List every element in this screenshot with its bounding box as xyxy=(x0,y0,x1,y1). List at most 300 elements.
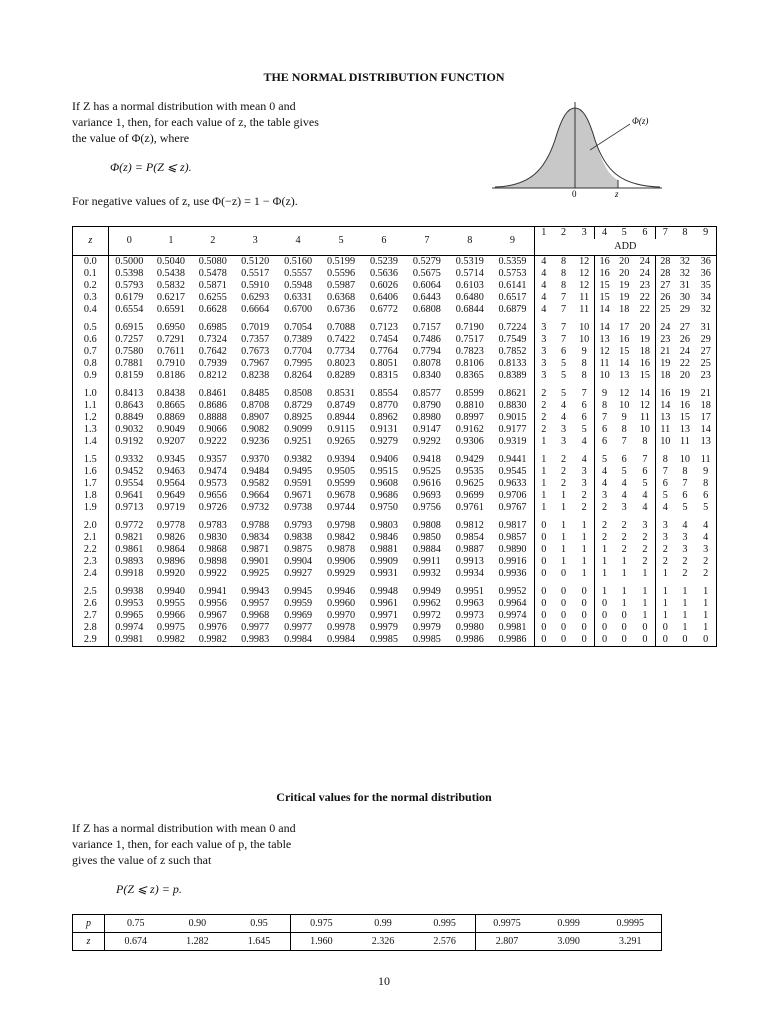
phi-value-cell: 0.7642 xyxy=(198,346,227,357)
add-value-cell: 1 xyxy=(602,544,608,555)
add-value-cell: 0 xyxy=(674,634,695,647)
phi-value-cell: 0.7257 xyxy=(115,334,144,345)
add-value-cell: 19 xyxy=(619,292,630,303)
table-row xyxy=(73,280,717,292)
phi-value-cell: 0.7088 xyxy=(327,322,356,333)
add-value-cell: 1 xyxy=(662,586,668,597)
add-column-header: 5 xyxy=(614,227,635,240)
phi-value-cell: 0.9236 xyxy=(241,436,270,447)
add-value-cell: 7 xyxy=(662,466,668,477)
phi-value-cell: 0.8980 xyxy=(412,412,441,423)
phi-value-cell: 0.6293 xyxy=(241,292,270,303)
p-row xyxy=(73,915,662,933)
phi-value-cell: 0.9515 xyxy=(369,466,398,477)
add-value-cell: 0 xyxy=(553,634,574,647)
add-value-cell: 5 xyxy=(695,502,716,514)
phi-value-cell: 0.9977 xyxy=(241,622,270,633)
phi-value-cell: 0.8944 xyxy=(327,412,356,423)
phi-value-cell: 0.9901 xyxy=(241,556,270,567)
phi-value-cell: 0.8830 xyxy=(491,400,534,412)
add-value-cell: 7 xyxy=(602,412,608,423)
z-value-cell: 3.291 xyxy=(600,933,662,951)
phi-value-cell: 0.6985 xyxy=(198,322,227,333)
phi-value-cell: 0.9370 xyxy=(241,454,270,465)
phi-value-cell: 0.7517 xyxy=(455,334,484,345)
phi-value-cell: 0.9960 xyxy=(327,598,356,609)
add-value-cell: 1 xyxy=(560,520,567,531)
table-row xyxy=(73,622,717,634)
phi-value-cell: 0.9573 xyxy=(198,478,227,489)
phi-value-cell: 0.7019 xyxy=(241,322,270,333)
phi-value-cell: 0.9732 xyxy=(241,502,270,513)
add-value-cell: 2 xyxy=(541,388,547,399)
add-value-cell: 4 xyxy=(621,478,627,489)
add-value-cell: 27 xyxy=(660,280,671,291)
add-value-cell: 6 xyxy=(621,454,627,465)
z-value-cell: 2.6 xyxy=(73,598,109,610)
z-value-cell: 2.9 xyxy=(73,634,109,647)
phi-value-cell: 0.7454 xyxy=(369,334,398,345)
phi-value-cell: 0.8869 xyxy=(156,412,185,423)
add-value-cell: 6 xyxy=(574,412,595,424)
z-value-cell: 2.0 xyxy=(73,520,109,532)
phi-value-cell: 0.9706 xyxy=(491,490,534,502)
add-value-cell: 2 xyxy=(541,400,547,411)
phi-value-cell: 0.6772 xyxy=(369,304,398,315)
phi-value-cell: 0.9830 xyxy=(198,532,227,543)
intro-text xyxy=(72,98,392,146)
add-value-cell: 1 xyxy=(574,556,595,568)
phi-value-cell: 0.6480 xyxy=(455,292,484,303)
table-row xyxy=(73,544,717,556)
phi-value-cell: 0.6217 xyxy=(156,292,185,303)
phi-value-cell: 0.9564 xyxy=(156,478,185,489)
add-value-cell: 0 xyxy=(635,622,656,634)
add-value-cell: 19 xyxy=(635,334,656,346)
add-column-header: 1 xyxy=(534,227,553,240)
add-value-cell: 20 xyxy=(619,268,630,279)
add-value-cell: 2 xyxy=(602,502,608,513)
add-value-cell: 1 xyxy=(541,502,547,513)
phi-value-cell: 0.8749 xyxy=(327,400,356,411)
add-value-cell: 4 xyxy=(541,256,547,267)
add-value-cell: 5 xyxy=(621,466,627,477)
add-value-cell: 1 xyxy=(621,598,627,609)
add-value-cell: 0 xyxy=(695,634,716,647)
phi-value-cell: 0.7967 xyxy=(241,358,270,369)
phi-value-cell: 0.9429 xyxy=(455,454,484,465)
negative-values-note: For negative values of z, use Φ(−z) = 1 − Φ(z). xyxy=(72,194,298,208)
add-value-cell: 6 xyxy=(560,346,567,357)
add-value-cell: 1 xyxy=(635,598,656,610)
phi-value-cell: 0.8289 xyxy=(327,370,356,381)
critical-values-table xyxy=(72,914,662,951)
phi-value-cell: 0.7881 xyxy=(115,358,144,369)
z-value-cell: 0.8 xyxy=(73,358,109,370)
add-value-cell: 5 xyxy=(602,454,608,465)
p-label: p xyxy=(73,915,105,933)
add-value-cell: 1 xyxy=(574,544,595,556)
table-row xyxy=(73,322,717,334)
phi-value-cell: 0.5438 xyxy=(156,268,185,279)
add-value-cell: 6 xyxy=(574,400,595,412)
phi-value-cell: 0.9049 xyxy=(156,424,185,435)
add-value-cell: 9 xyxy=(574,346,595,358)
add-value-cell: 1 xyxy=(695,622,716,634)
add-value-cell: 2 xyxy=(621,520,627,531)
add-value-cell: 25 xyxy=(660,304,671,315)
add-value-cell: 10 xyxy=(574,334,595,346)
add-value-cell: 19 xyxy=(679,388,691,399)
phi-value-cell: 0.7764 xyxy=(369,346,398,357)
table-row xyxy=(73,388,717,400)
phi-value-cell: 0.5239 xyxy=(369,256,398,267)
column-header: 7 xyxy=(405,227,448,256)
phi-value-cell: 0.9985 xyxy=(362,634,405,647)
add-value-cell: 2 xyxy=(541,412,547,423)
phi-value-cell: 0.5279 xyxy=(412,256,441,267)
phi-value-cell: 0.8577 xyxy=(412,388,441,399)
add-value-cell: 11 xyxy=(574,304,595,316)
add-value-cell: 6 xyxy=(662,478,668,489)
add-value-cell: 4 xyxy=(541,280,547,291)
phi-value-cell: 0.9931 xyxy=(369,568,398,579)
phi-value-cell: 0.9671 xyxy=(284,490,313,501)
add-value-cell: 2 xyxy=(621,532,627,543)
phi-value-cell: 0.8389 xyxy=(491,370,534,382)
phi-value-cell: 0.9686 xyxy=(369,490,398,501)
add-value-cell: 1 xyxy=(682,586,688,597)
add-value-cell: 0 xyxy=(621,622,627,633)
add-value-cell: 2 xyxy=(574,502,595,514)
phi-value-cell: 0.8997 xyxy=(455,412,484,423)
phi-value-cell: 0.8531 xyxy=(327,388,356,399)
z-value-cell: 0.6 xyxy=(73,334,109,346)
add-value-cell: 31 xyxy=(695,322,716,334)
phi-value-cell: 0.9591 xyxy=(284,478,313,489)
phi-value-cell: 0.9641 xyxy=(115,490,144,501)
phi-value-cell: 0.9664 xyxy=(241,490,270,501)
add-value-cell: 32 xyxy=(679,256,691,267)
phi-value-cell: 0.7486 xyxy=(412,334,441,345)
phi-value-cell: 0.5910 xyxy=(241,280,270,291)
phi-value-cell: 0.9582 xyxy=(241,478,270,489)
add-value-cell: 22 xyxy=(635,292,656,304)
z-value-cell: 2.807 xyxy=(476,933,538,951)
phi-value-cell: 0.9535 xyxy=(455,466,484,477)
add-value-cell: 7 xyxy=(682,478,688,489)
phi-value-cell: 0.8264 xyxy=(284,370,313,381)
phi-value-cell: 0.8888 xyxy=(198,412,227,423)
table-row xyxy=(73,400,717,412)
critical-line-1: If Z has a normal distribution with mean 0 and xyxy=(72,821,296,835)
phi-value-cell: 0.9441 xyxy=(491,454,534,466)
phi-value-cell: 0.9772 xyxy=(115,520,144,531)
column-header: 1 xyxy=(150,227,192,256)
add-value-cell: 7 xyxy=(574,388,595,400)
table-row xyxy=(73,556,717,568)
phi-value-cell: 0.9963 xyxy=(455,598,484,609)
add-value-cell: 3 xyxy=(602,490,608,501)
phi-value-cell: 0.9812 xyxy=(455,520,484,531)
phi-value-cell: 0.9066 xyxy=(198,424,227,435)
phi-value-cell: 0.9938 xyxy=(115,586,144,597)
phi-value-cell: 0.6179 xyxy=(115,292,144,303)
add-value-cell: 1 xyxy=(574,532,595,544)
column-header: 0 xyxy=(108,227,150,256)
phi-value-cell: 0.9082 xyxy=(241,424,270,435)
add-value-cell: 7 xyxy=(560,304,567,315)
add-value-cell: 12 xyxy=(574,280,595,292)
intro-line-3: the value of Φ(z), where xyxy=(72,131,190,145)
add-value-cell: 1 xyxy=(635,610,656,622)
phi-value-cell: 0.9834 xyxy=(241,532,270,543)
add-value-cell: 15 xyxy=(599,292,610,303)
phi-value-cell: 0.8708 xyxy=(241,400,270,411)
add-value-cell: 2 xyxy=(602,520,608,531)
phi-value-cell: 0.9854 xyxy=(455,532,484,543)
z-value-cell: 0.4 xyxy=(73,304,109,316)
phi-value-cell: 0.9463 xyxy=(156,466,185,477)
add-column-header: 4 xyxy=(595,227,614,240)
add-value-cell: 0 xyxy=(560,622,567,633)
add-value-cell: 4 xyxy=(635,502,656,514)
phi-value-cell: 0.6915 xyxy=(115,322,144,333)
column-header: 2 xyxy=(192,227,234,256)
phi-value-cell: 0.9898 xyxy=(198,556,227,567)
add-value-cell: 3 xyxy=(682,532,688,543)
phi-value-cell: 0.9599 xyxy=(327,478,356,489)
phi-value-cell: 0.8238 xyxy=(241,370,270,381)
z-value-cell: 1.7 xyxy=(73,478,109,490)
phi-value-cell: 0.7422 xyxy=(327,334,356,345)
phi-value-cell: 0.9980 xyxy=(455,622,484,633)
z-value-cell: 2.8 xyxy=(73,622,109,634)
phi-value-cell: 0.9345 xyxy=(156,454,185,465)
add-value-cell: 1 xyxy=(635,586,656,598)
add-value-cell: 3 xyxy=(560,424,567,435)
phi-value-cell: 0.9484 xyxy=(241,466,270,477)
phi-value-cell: 0.8413 xyxy=(115,388,144,399)
add-value-cell: 8 xyxy=(695,478,716,490)
phi-value-cell: 0.8621 xyxy=(491,388,534,400)
phi-value-cell: 0.5596 xyxy=(327,268,356,279)
table-row xyxy=(73,490,717,502)
phi-value-cell: 0.5319 xyxy=(455,256,484,267)
add-value-cell: 16 xyxy=(679,400,691,411)
add-value-cell: 10 xyxy=(679,454,691,465)
column-header: 8 xyxy=(448,227,491,256)
add-value-cell: 2 xyxy=(682,568,688,579)
add-value-cell: 1 xyxy=(662,610,668,621)
add-value-cell: 15 xyxy=(679,412,691,423)
add-value-cell: 0 xyxy=(541,598,547,609)
add-value-cell: 1 xyxy=(560,556,567,567)
phi-value-cell: 0.9699 xyxy=(455,490,484,501)
table-row xyxy=(73,520,717,532)
add-value-cell: 3 xyxy=(621,502,627,513)
table-row xyxy=(73,598,717,610)
add-value-cell: 12 xyxy=(574,256,595,269)
phi-value-cell: 0.9959 xyxy=(284,598,313,609)
p-value-cell: 0.90 xyxy=(166,915,228,933)
add-value-cell: 1 xyxy=(602,568,608,579)
add-value-cell: 3 xyxy=(635,520,656,532)
add-value-cell: 2 xyxy=(541,424,547,435)
phi-value-cell: 0.9032 xyxy=(115,424,144,435)
phi-value-cell: 0.9979 xyxy=(369,622,398,633)
add-value-cell: 3 xyxy=(541,334,547,345)
z-value-cell: 1.8 xyxy=(73,490,109,502)
p-value-cell: 0.995 xyxy=(414,915,476,933)
add-value-cell: 8 xyxy=(662,454,668,465)
phi-value-cell: 0.9868 xyxy=(198,544,227,555)
add-value-cell: 1 xyxy=(635,568,656,580)
table-row xyxy=(73,370,717,382)
z-value-cell: 2.4 xyxy=(73,568,109,580)
add-column-header: 7 xyxy=(656,227,675,240)
p-value-cell: 0.9975 xyxy=(476,915,538,933)
phi-value-cell: 0.9982 xyxy=(192,634,234,647)
phi-value-cell: 0.7734 xyxy=(327,346,356,357)
phi-value-cell: 0.9738 xyxy=(284,502,313,513)
phi-value-cell: 0.9983 xyxy=(234,634,277,647)
table-row xyxy=(73,268,717,280)
add-value-cell: 0 xyxy=(574,622,595,634)
phi-value-cell: 0.5871 xyxy=(198,280,227,291)
table-header-row xyxy=(73,227,717,240)
phi-value-cell: 0.9918 xyxy=(115,568,144,579)
phi-value-cell: 0.9952 xyxy=(491,586,534,598)
phi-value-cell: 0.9976 xyxy=(198,622,227,633)
phi-value-cell: 0.9887 xyxy=(455,544,484,555)
phi-value-cell: 0.9162 xyxy=(455,424,484,435)
phi-value-cell: 0.9821 xyxy=(115,532,144,543)
phi-value-cell: 0.7549 xyxy=(491,334,534,346)
add-value-cell: 1 xyxy=(541,478,547,489)
add-value-cell: 4 xyxy=(621,490,627,501)
phi-value-cell: 0.9788 xyxy=(241,520,270,531)
phi-value-cell: 0.6406 xyxy=(369,292,398,303)
add-value-cell: 6 xyxy=(635,466,656,478)
phi-value-cell: 0.5120 xyxy=(241,256,270,267)
add-value-cell: 3 xyxy=(695,544,716,556)
phi-value-cell: 0.5832 xyxy=(156,280,185,291)
phi-value-cell: 0.9916 xyxy=(491,556,534,568)
add-value-cell: 30 xyxy=(679,292,691,303)
add-value-cell: 0 xyxy=(541,586,547,597)
add-value-cell: 13 xyxy=(660,412,671,423)
phi-value-cell: 0.9922 xyxy=(198,568,227,579)
z-value-cell: 0.7 xyxy=(73,346,109,358)
add-value-cell: 0 xyxy=(560,568,567,579)
add-value-cell: 18 xyxy=(660,370,671,381)
phi-pointer xyxy=(590,124,630,150)
phi-value-cell: 0.9896 xyxy=(156,556,185,567)
phi-value-cell: 0.8907 xyxy=(241,412,270,423)
phi-value-cell: 0.9878 xyxy=(327,544,356,555)
z-value-cell: 2.7 xyxy=(73,610,109,622)
phi-value-cell: 0.9857 xyxy=(491,532,534,544)
column-header: 5 xyxy=(320,227,363,256)
page-number: 10 xyxy=(378,974,390,988)
phi-value-cell: 0.9850 xyxy=(412,532,441,543)
phi-value-cell: 0.8508 xyxy=(284,388,313,399)
phi-value-cell: 0.7324 xyxy=(198,334,227,345)
add-value-cell: 14 xyxy=(695,424,716,436)
phi-value-cell: 0.7123 xyxy=(369,322,398,333)
phi-value-cell: 0.9793 xyxy=(284,520,313,531)
add-value-cell: 14 xyxy=(599,322,610,333)
add-value-cell: 11 xyxy=(695,454,716,466)
phi-value-cell: 0.9932 xyxy=(412,568,441,579)
add-value-cell: 4 xyxy=(602,478,608,489)
phi-value-cell: 0.5636 xyxy=(369,268,398,279)
add-value-cell: 1 xyxy=(621,568,627,579)
add-value-cell: 1 xyxy=(695,586,716,598)
phi-value-cell: 0.5000 xyxy=(115,256,144,267)
phi-value-cell: 0.8438 xyxy=(156,388,185,399)
add-value-cell: 18 xyxy=(695,400,716,412)
add-value-cell: 0 xyxy=(602,622,608,633)
phi-value-cell: 0.9192 xyxy=(115,436,144,447)
phi-value-cell: 0.9817 xyxy=(491,520,534,532)
add-label: ADD xyxy=(534,239,716,256)
table-row xyxy=(73,610,717,622)
add-value-cell: 5 xyxy=(662,490,668,501)
add-value-cell: 0 xyxy=(560,610,567,621)
phi-value-cell: 0.9941 xyxy=(198,586,227,597)
add-value-cell: 13 xyxy=(679,424,691,435)
phi-value-cell: 0.9981 xyxy=(491,622,534,634)
add-value-cell: 4 xyxy=(602,466,608,477)
phi-value-cell: 0.9306 xyxy=(455,436,484,447)
phi-value-cell: 0.9265 xyxy=(327,436,356,447)
add-value-cell: 7 xyxy=(560,322,567,333)
phi-value-cell: 0.8686 xyxy=(198,400,227,411)
z-value-cell: 1.0 xyxy=(73,388,109,400)
add-value-cell: 19 xyxy=(619,280,630,291)
phi-value-cell: 0.9975 xyxy=(156,622,185,633)
table-row xyxy=(73,346,717,358)
add-value-cell: 35 xyxy=(695,280,716,292)
add-value-cell: 1 xyxy=(560,490,567,501)
add-value-cell: 2 xyxy=(662,556,668,567)
add-value-cell: 7 xyxy=(560,292,567,303)
add-value-cell: 16 xyxy=(619,334,630,345)
add-value-cell: 15 xyxy=(599,280,610,291)
z-header: z xyxy=(73,227,109,256)
add-value-cell: 14 xyxy=(619,358,630,369)
phi-value-cell: 0.9884 xyxy=(412,544,441,555)
phi-value-cell: 0.8051 xyxy=(369,358,398,369)
add-value-cell: 8 xyxy=(560,268,567,279)
phi-value-cell: 0.5080 xyxy=(198,256,227,267)
add-value-cell: 5 xyxy=(560,388,567,399)
z-value-cell: 0.3 xyxy=(73,292,109,304)
add-value-cell: 2 xyxy=(560,454,567,465)
add-value-cell: 15 xyxy=(619,346,630,357)
phi-value-cell: 0.9846 xyxy=(369,532,398,543)
z-value-cell: 2.2 xyxy=(73,544,109,556)
phi-value-cell: 0.6443 xyxy=(412,292,441,303)
add-value-cell: 0 xyxy=(560,598,567,609)
add-value-cell: 1 xyxy=(621,586,627,597)
add-value-cell: 8 xyxy=(602,400,608,411)
phi-value-cell: 0.9948 xyxy=(369,586,398,597)
phi-value-cell: 0.7852 xyxy=(491,346,534,358)
add-value-cell: 1 xyxy=(560,502,567,513)
